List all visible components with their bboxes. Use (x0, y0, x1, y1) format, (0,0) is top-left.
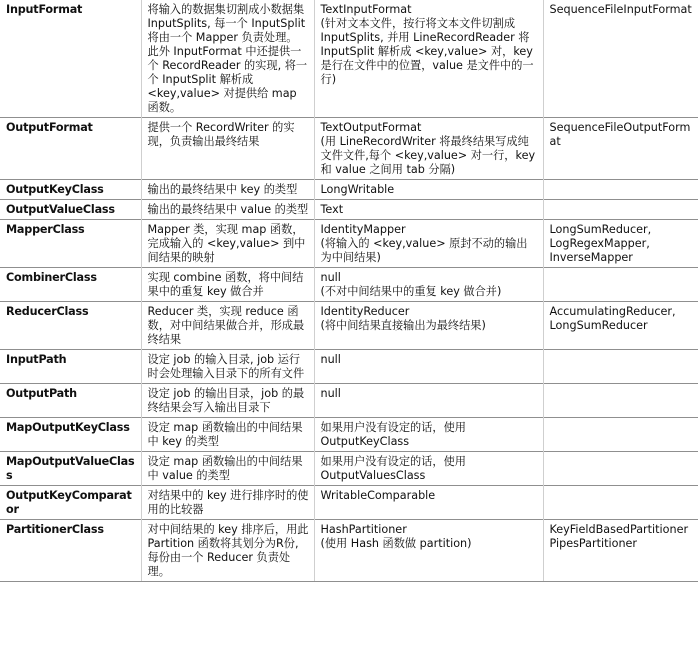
property-others (543, 180, 698, 200)
property-description: Reducer 类，实现 reduce 函数，对中间结果做合并，形成最终结果 (141, 302, 314, 350)
table-row (0, 200, 698, 220)
property-others: KeyFieldBasedPartitioner PipesPartitioner (543, 520, 698, 582)
property-description: 输出的最终结果中 key 的类型 (141, 180, 314, 200)
property-description: 输出的最终结果中 value 的类型 (141, 200, 314, 220)
table-row (0, 452, 698, 486)
property-others (543, 384, 698, 418)
property-name: OutputKeyComparator (0, 486, 141, 520)
property-description: 实现 combine 函数，将中间结果中的重复 key 做合并 (141, 268, 314, 302)
property-name: CombinerClass (0, 268, 141, 302)
property-others (543, 452, 698, 486)
property-name: OutputKeyClass (0, 180, 141, 200)
property-description: 设定 job 的输入目录, job 运行时会处理输入目录下的所有文件 (141, 350, 314, 384)
property-name: ReducerClass (0, 302, 141, 350)
property-description: 设定 map 函数输出的中间结果中 key 的类型 (141, 418, 314, 452)
property-default: LongWritable (314, 180, 543, 200)
property-others: SequenceFileInputFormat (549, 3, 692, 16)
property-default: WritableComparable (314, 486, 543, 520)
property-default: null (314, 384, 543, 418)
property-default: 如果用户没有设定的话，使用 OutputKeyClass (314, 418, 543, 452)
property-name: InputFormat (0, 0, 141, 118)
property-default: IdentityMapper (将输入的 <key,value> 原封不动的输出为中间结果) (314, 220, 543, 268)
property-name: InputPath (0, 350, 141, 384)
property-others (543, 268, 698, 302)
property-default: null (不对中间结果中的重复 key 做合并) (314, 268, 543, 302)
property-description: 设定 job 的输出目录，job 的最终结果会写入输出目录下 (141, 384, 314, 418)
property-others: AccumulatingReducer, LongSumReducer (543, 302, 698, 350)
table-row (0, 268, 698, 302)
property-description: Mapper 类，实现 map 函数，完成输入的 <key,value> 到中间结果的映射 (141, 220, 314, 268)
property-default: TextInputFormat (针对文本文件，按行将文本文件切割成 InputSplits, 并用 LineRecordReader 将 InputSplit 解析成 <key,value> 对，key 是行在文件中的位置，value 是文件中的一行) (314, 0, 543, 118)
property-default: IdentityReducer (将中间结果直接输出为最终结果) (314, 302, 543, 350)
table-row (0, 520, 698, 582)
table-row (0, 118, 698, 180)
property-others (543, 486, 698, 520)
table-row (0, 350, 698, 384)
property-description: 设定 map 函数输出的中间结果中 value 的类型 (141, 452, 314, 486)
property-name: OutputValueClass (0, 200, 141, 220)
property-others (543, 200, 698, 220)
property-name: OutputFormat (0, 118, 141, 180)
table-row (0, 384, 698, 418)
table-row (0, 0, 698, 118)
property-default: Text (314, 200, 543, 220)
property-default: HashPartitioner (使用 Hash 函数做 partition) (314, 520, 543, 582)
property-name: MapOutputKeyClass (0, 418, 141, 452)
table-row (0, 220, 698, 268)
property-default: TextOutputFormat (用 LineRecordWriter 将最终结果写成纯文件文件,每个 <key,value> 对一行，key 和 value 之间用 tab 分隔) (314, 118, 543, 180)
property-others (543, 350, 698, 384)
property-description: 提供一个 RecordWriter 的实现，负责输出最终结果 (141, 118, 314, 180)
property-name: MapOutputValueClass (0, 452, 141, 486)
table-row (0, 486, 698, 520)
table-row (0, 302, 698, 350)
property-description: 对中间结果的 key 排序后，用此 Partition 函数将其划分为R份,每份由一个 Reducer 负责处理。 (141, 520, 314, 582)
property-others: LongSumReducer, LogRegexMapper, InverseMapper (543, 220, 698, 268)
table-row (0, 180, 698, 200)
property-name: PartitionerClass (0, 520, 141, 582)
property-default: 如果用户没有设定的话，使用 OutputValuesClass (314, 452, 543, 486)
table-row (0, 418, 698, 452)
property-name: OutputPath (0, 384, 141, 418)
property-name: MapperClass (0, 220, 141, 268)
property-default: null (314, 350, 543, 384)
property-description: 将输入的数据集切割成小数据集 InputSplits, 每一个 InputSplit 将由一个 Mapper 负责处理。此外 InputFormat 中还提供一个 RecordReader 的实现, 将一个 InputSplit 解析成 <key,value> 对提供给 map 函数。 (141, 0, 314, 118)
property-description: 对结果中的 key 进行排序时的使用的比较器 (141, 486, 314, 520)
property-others: SequenceFileOutputFormat (543, 118, 698, 180)
property-others (543, 418, 698, 452)
